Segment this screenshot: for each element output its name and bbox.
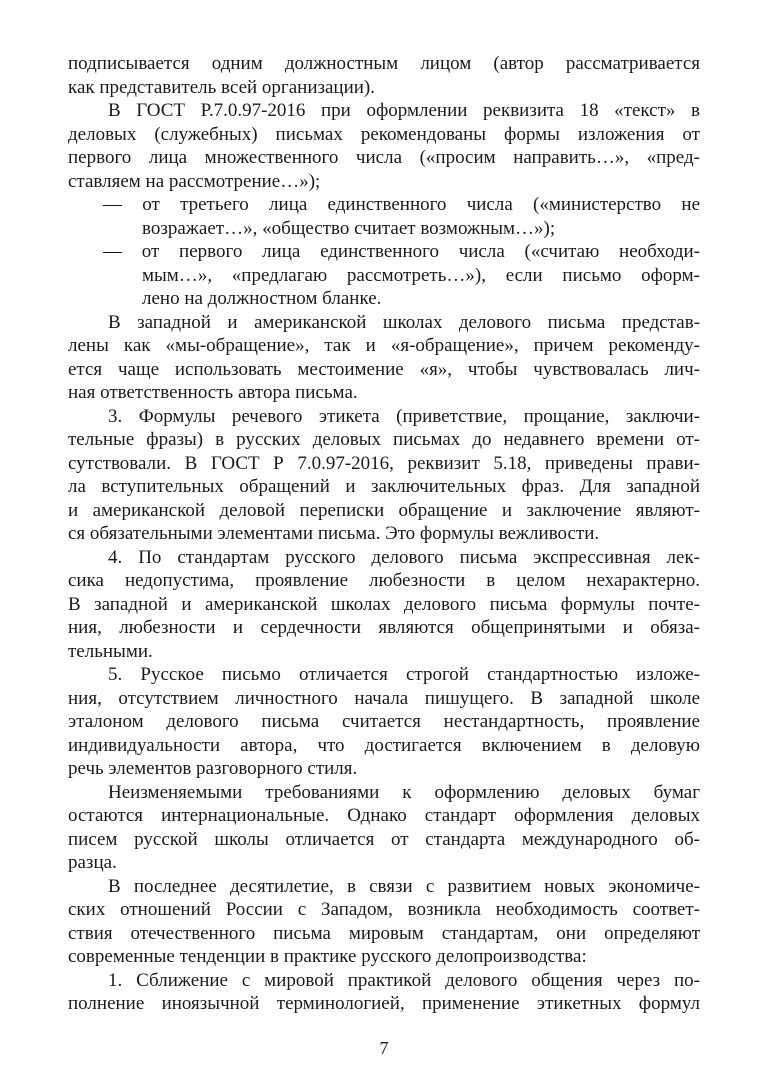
text-line: сика недопустима, проявление любезности в целом нехарактерно. [68,570,700,591]
text-line: полнение иноязычной терминологией, применение этикетных формул [68,993,700,1014]
paragraph [68,781,700,875]
text-column [68,52,700,1016]
dash-list-item [68,193,700,240]
text-line: ских отношений России с Западом, возникла необходимость соответ- [68,899,700,920]
paragraph [68,969,700,1016]
text-line: индивидуальности автора, что достигается включением в деловую [68,734,700,756]
paragraph [68,405,700,546]
text-line: ния, любезности и сердечности являются общепринятыми и обяза- [68,617,700,638]
text-line: 3. Формулы речевого этикета (приветствие, прощание, заключи- [108,405,700,427]
text-line: ся обязательными элементами письма. Это формулы вежливости. [68,523,600,544]
text-line: 4. По стандартам русского делового письма экспрессивная лек- [108,546,700,568]
text-line: эталоном делового письма считается нестандартность, проявление [68,711,700,732]
paragraph [68,99,700,193]
text-line: ная ответственность автора письма. [68,382,358,403]
text-line: остаются интернациональные. Однако стандарт оформления деловых [68,805,700,826]
text-line: тельные фразы) в русских деловых письмах до недавнего времени от- [68,429,700,450]
text-line: возражает…», «общество считает возможным…»); [142,217,556,239]
text-line: современные тенденции в практике русского делопроизводства: [68,946,587,967]
text-line: ла вступительных обращений и заключительных фраз. Для западной [68,476,700,497]
paragraph [68,546,700,664]
paragraph [68,52,700,99]
text-line: — от первого лица единственного числа («считаю необходи- [103,241,700,262]
text-line: как представитель всей организации). [68,76,376,98]
text-line: В ГОСТ Р.7.0.97-2016 при оформлении реквизита 18 «текст» в [108,100,700,121]
paragraph [68,311,700,405]
text-line: ется чаще использовать местоимение «я», чтобы чувствовалась лич- [68,358,700,380]
text-line: лено на должностном бланке. [142,288,382,309]
text-line: разца. [68,852,117,873]
text-line: 1. Сближение с мировой практикой делового общения через по- [108,969,700,991]
text-line: мым…», «предлагаю рассмотреть…»), если письмо оформ- [142,264,700,286]
paragraph [68,663,700,781]
dash-list-item [68,240,700,311]
text-line: речь элементов разговорного стиля. [68,758,358,779]
text-line: сутствовали. В ГОСТ Р 7.0.97-2016, реквизит 5.18, приведены прави- [68,452,700,474]
text-line: — от третьего лица единственного числа («министерство не [103,194,700,215]
text-line: первого лица множественного числа («просим направить…», «пред- [68,147,700,168]
text-line: В западной и американской школах делового письма представ- [108,311,700,333]
text-line: лены как «мы-обращение», так и «я-обращение», причем рекоменду- [68,335,700,356]
text-line: ствия отечественного письма мировым стандартам, они определяют [68,922,700,944]
text-line: В последнее десятилетие, в связи с развитием новых экономиче- [108,875,700,897]
text-line: писем русской школы отличается от стандарта международного об- [68,828,700,850]
page-number: 7 [379,1038,389,1058]
text-line: ставляем на рассмотрение…»); [68,170,321,192]
text-line: В западной и американской школах делового письма формулы почте- [68,593,700,615]
text-line: и американской деловой переписки обращение и заключение являют- [68,499,700,521]
text-line: 5. Русское письмо отличается строгой стандартностью изложе- [108,664,700,685]
text-line: подписывается одним должностным лицом (автор рассматривается [68,53,700,74]
text-line: ния, отсутствием личностного начала пишущего. В западной школе [68,687,700,709]
paragraph [68,875,700,969]
text-line: деловых (служебных) письмах рекомендованы формы изложения от [68,123,700,145]
text-line: тельными. [68,640,153,662]
text-line: Неизменяемыми требованиями к оформлению деловых бумаг [108,781,700,803]
